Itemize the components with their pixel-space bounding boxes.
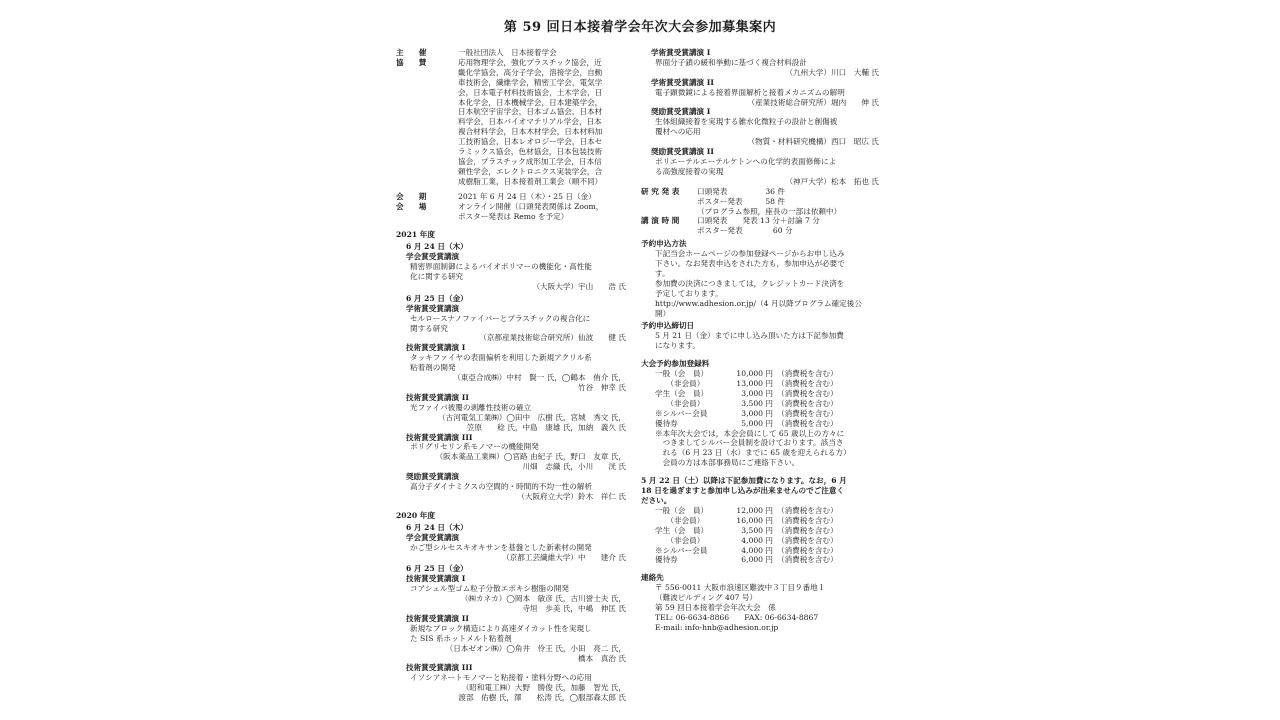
talk-time xyxy=(641,216,879,236)
date-heading: 6 月 25 日（金） xyxy=(406,564,468,574)
apply-line: 下記当会ホームページの参加登録ページからお申し込み xyxy=(655,249,845,259)
spacer xyxy=(641,351,879,356)
lecture-title: 覆材への応用 xyxy=(655,127,701,137)
speaker-line: （阪本薬品工業㈱）◯宮路 由紀子 氏，野口 友章 氏， xyxy=(435,452,626,462)
award-heading: 学術賞受賞講演 II xyxy=(651,77,714,87)
lecture-title: ポリエーテルエーテルケトンへの化学的表面修飾によ xyxy=(655,156,837,166)
note-line: れる（6 月 23 日（水）までに 65 歳を迎えられる方） xyxy=(655,448,851,458)
apply-line: す。 xyxy=(655,268,670,278)
fee-category: 一般（会 員） xyxy=(655,505,709,515)
fee-price: 10,000 円 xyxy=(736,369,773,379)
header-line: 成樹脂工業，日本接着剤工業会（順不同） xyxy=(458,176,603,186)
award-heading: 技術賞受賞講演 II xyxy=(406,613,469,623)
lecture-title: 生体組織接着を実現する雑水化微粒子の設計と創傷被 xyxy=(655,117,838,127)
apply-line: 開） xyxy=(655,308,671,318)
lecture-title: 精密界面制御によるバイオポリマーの機能化・高性能 xyxy=(410,262,592,272)
contact-line: （難波ビルディング 407 号） xyxy=(655,593,758,603)
header-row xyxy=(396,58,626,187)
fee-category: ※シルバー会員 xyxy=(655,545,708,555)
fee-row xyxy=(641,506,879,516)
speaker-line: （物質・材料研究機構）西口 昭広 氏 xyxy=(747,137,879,147)
speaker-line: （京都工芸繊維大学）中 建介 氏 xyxy=(502,552,626,562)
fee-row xyxy=(641,399,879,409)
fee-price: 4,000 円 xyxy=(741,545,773,555)
date-heading: 6 月 25 日（金） xyxy=(406,293,468,303)
fee-price: 3,500 円 xyxy=(741,525,773,535)
deadline-line: 5 月 21 日（金）までに申し込み頂いた方は下記参加費 xyxy=(655,331,844,341)
award-heading: 技術賞受賞講演 II xyxy=(406,392,469,402)
fee-row xyxy=(641,419,879,429)
page-title: 第 59 回日本接着学会年次大会参加募集案内 xyxy=(503,20,777,35)
talk-time-label: 講 演 時 間 xyxy=(641,216,680,226)
fee-tax: （消費税を含む） xyxy=(777,525,838,535)
header-label: 主 催 xyxy=(396,48,427,57)
header-value xyxy=(458,192,626,202)
fee-category: 優待券 xyxy=(655,418,678,428)
award-heading: 学会賞受賞講演 xyxy=(406,532,460,542)
note-line: ※本年次大会では，本会会員にして 65 歳以上の方々に xyxy=(655,428,845,438)
lecture-title: 新規なブロック構造により高速ダイカット性を実現し xyxy=(410,623,592,633)
spacer xyxy=(396,221,626,226)
award-heading: 技術賞受賞講演 I xyxy=(406,343,466,353)
lecture-title: 高分子ダイナミクスの空間的・時間的不均一性の解析 xyxy=(410,482,593,492)
note-line: つきましてシルバー会員制を設けております。該当さ xyxy=(655,438,844,448)
fee-category: （非会員） xyxy=(655,515,705,525)
date-heading: 6 月 24 日（木） xyxy=(406,522,468,532)
fee-category: ※シルバー会員 xyxy=(655,408,708,418)
late-notice-line: ださい。 xyxy=(641,495,672,505)
speaker-line: 川畑 志織 氏，小川 洸 氏 xyxy=(522,462,626,472)
award-heading: 技術賞受賞講演 I xyxy=(406,574,466,584)
contact-line: TEL: 06-6634-8866 FAX: 06-6634-8867 xyxy=(655,612,819,622)
header-line: 応用物理学会，強化プラスチック協会，近 xyxy=(458,57,602,67)
speaker-line: （㈱カネカ）◯岡本 敏彦 氏，古川誉士夫 氏， xyxy=(460,594,626,604)
talk-time-line: ポスター発表 60 分 xyxy=(697,226,793,236)
talk-time-value xyxy=(697,216,879,236)
header-line: ポスター発表は Remo を予定） xyxy=(458,211,569,221)
fee-tax: （消費税を含む） xyxy=(777,535,838,545)
fee-tax: （消費税を含む） xyxy=(777,369,838,379)
apply-line: http://www.adhesion.or.jp/（4 月以降プログラム確定後公 xyxy=(655,298,862,308)
award-heading: 奨励賞受賞講演 xyxy=(406,472,460,482)
deadline-line: になります。 xyxy=(655,341,700,351)
spacer xyxy=(641,468,879,473)
presentations-line: 口頭発表 36 件 xyxy=(697,186,786,196)
speaker-line: （九州大学）川口 大輔 氏 xyxy=(785,67,879,77)
left-column xyxy=(396,48,626,703)
header-row xyxy=(396,48,626,58)
header-label: 会 場 xyxy=(396,201,427,211)
fee-price: 12,000 円 xyxy=(736,505,773,515)
header-line: 畿化学協会，高分子学会，溶接学会，自動 xyxy=(458,67,603,77)
fee-tax: （消費税を含む） xyxy=(777,379,838,388)
header-line: 料学会，日本バイオマテリアル学会，日本 xyxy=(458,117,602,127)
lecture-title: イソシアネートモノマーと粘接着・塗料分野への応用 xyxy=(410,673,592,683)
header-row xyxy=(396,202,626,222)
apply-line: 下さい。なお発表申込をされた方も，参加申込が必要で xyxy=(655,259,845,269)
header-line: ラミックス協会，色材協会，日本包装技術 xyxy=(458,147,603,157)
speaker-line: 寺垣 歩美 氏，中嶋 伸匡 氏 xyxy=(522,604,626,614)
fee-price: 16,000 円 xyxy=(736,515,773,525)
lecture-title: 粘着剤の開発 xyxy=(410,363,456,373)
fee-row xyxy=(641,555,879,565)
speaker-line: 竹谷 伸幸 氏 xyxy=(578,383,626,392)
lecture-title: セルロースナノファイバーとプラスチックの複合化に xyxy=(410,313,591,323)
fee-tax: （消費税を含む） xyxy=(777,555,838,565)
header-line: 日本航空宇宙学会，日本ゴム協会，日本材 xyxy=(458,107,603,117)
fee-category: （非会員） xyxy=(655,379,705,388)
note-line: 会員の方は本部事務局にご連絡下さい。 xyxy=(655,458,800,468)
fee-tax: （消費税を含む） xyxy=(777,418,838,428)
section-heading: 連絡先 xyxy=(641,573,664,583)
presentations xyxy=(641,187,879,217)
speaker-line: （東亞合成㈱）中村 賢一 氏，◯鶴本 侑介 氏， xyxy=(453,373,626,383)
speaker-line: （昭和電工㈱）大野 勝俊 氏，加藤 智光 氏， xyxy=(461,683,626,693)
header-line: 車技術会，繊維学会，精密工学会，電気学 xyxy=(458,77,603,87)
fee-category: （非会員） xyxy=(655,398,705,408)
header-value xyxy=(458,202,626,222)
header-line: 一般社団法人 日本接着学会 xyxy=(458,48,557,57)
lecture-title: 界面分子鎖の緩和挙動に基づく複合材料設計 xyxy=(655,57,807,67)
fee-tax: （消費税を含む） xyxy=(777,515,838,525)
lecture-title: ポリグリセリン系モノマーの機能開発 xyxy=(410,442,539,452)
contact-line: 〒 556-0011 大阪市浪速区難波中３丁目９番地１ xyxy=(655,583,826,593)
speaker-line: （神戸大学）松本 拓也 氏 xyxy=(785,176,879,186)
award-heading: 奨励賞受賞講演 II xyxy=(651,147,714,157)
lecture-title: 光ファイバ被覆の剥離性技術の確立 xyxy=(410,402,532,412)
award-heading: 技術賞受賞講演 III xyxy=(406,432,473,442)
fee-tax: （消費税を含む） xyxy=(777,388,838,398)
fee-row xyxy=(641,409,879,419)
speaker-line: 渡部 佑樹 氏，澤 松涛 氏，◯服部森太郎 氏 xyxy=(458,693,626,703)
apply-line: 参加費の決済につきましては，クレジットカード決済を xyxy=(655,278,845,288)
speaker-line: （京都産業技術総合研究所）仙波 健 氏 xyxy=(479,333,626,343)
speaker-line: （産業技術総合研究所）堀内 伸 氏 xyxy=(747,97,879,107)
presentations-line: （プログラム参照，座長の一部は依頼中） xyxy=(697,206,842,216)
fee-row xyxy=(641,526,879,536)
lecture-title: タッキファイヤの表面偏析を利用した新規アクリル系 xyxy=(410,353,592,363)
fee-tax: （消費税を含む） xyxy=(777,505,838,515)
section-heading: 大会予約参加登録料 xyxy=(641,359,710,369)
fee-row xyxy=(641,389,879,399)
lecture-title: た SIS 系ホットメルト粘着剤 xyxy=(410,633,512,643)
speaker-line: 橋本 真治 氏 xyxy=(578,653,626,663)
fee-category: 優待券 xyxy=(655,555,678,565)
fee-row xyxy=(641,369,879,379)
header-label: 協 賛 xyxy=(396,57,427,67)
fee-price: 13,000 円 xyxy=(736,379,773,388)
header-line: 協会，プラスチック成形加工学会，日本信 xyxy=(458,156,602,166)
fee-tax: （消費税を含む） xyxy=(777,408,838,418)
award-heading: 学術賞受賞講演 I xyxy=(651,48,711,57)
presentations-line: ポスター発表 58 件 xyxy=(697,196,786,206)
header-line: 複合材料学会，日本木材学会，日本材料加 xyxy=(458,127,603,137)
year-heading: 2020 年度 xyxy=(396,510,435,520)
year-heading: 2021 年度 xyxy=(396,230,435,240)
header-row xyxy=(396,192,626,202)
award-heading: 技術賞受賞講演 III xyxy=(406,663,473,673)
lecture-title: 電子顕微鏡による接着界面解析と接着メカニズムの解明 xyxy=(655,87,845,97)
fee-category: 学生（会 員） xyxy=(655,388,709,398)
header-line: オンライン開催（口頭発表関係は Zoom， xyxy=(458,201,604,211)
fee-tax: （消費税を含む） xyxy=(777,398,838,408)
fee-row xyxy=(641,536,879,546)
fee-category: 一般（会 員） xyxy=(655,369,709,379)
header-value xyxy=(458,48,626,58)
fee-price: 4,000 円 xyxy=(741,535,773,545)
apply-line: 予定しております。 xyxy=(655,288,723,298)
header-line: 工技術協会，日本レオロジー学会，日本セ xyxy=(458,137,603,147)
fee-price: 3,000 円 xyxy=(741,388,773,398)
date-heading: 6 月 24 日（木） xyxy=(406,242,468,252)
talk-time-line: 口頭発表 発表 13 分＋討論 7 分 xyxy=(697,216,820,226)
lecture-title: 関する研究 xyxy=(410,323,448,333)
fee-price: 3,000 円 xyxy=(741,408,773,418)
fee-tax: （消費税を含む） xyxy=(777,545,838,555)
lecture-title: 化に関する研究 xyxy=(410,272,464,282)
fee-price: 3,500 円 xyxy=(741,398,773,408)
fee-price: 5,000 円 xyxy=(741,418,773,428)
fee-category: 学生（会 員） xyxy=(655,525,709,535)
lecture-title: かご型シルセスキオキサンを基盤とした新素材の開発 xyxy=(410,542,592,552)
speaker-line: （大阪府立大学）鈴木 祥仁 氏 xyxy=(517,491,626,501)
header-line: 会，日本電子材料技術協会，土木学会，日 xyxy=(458,87,603,97)
fee-category: （非会員） xyxy=(655,535,705,545)
late-notice-line: 18 日を過ぎますと参加申し込みが出来ませんのでご注意く xyxy=(641,486,845,496)
fee-price: 6,000 円 xyxy=(741,555,773,565)
contact-line: E-mail: info-hnb@adhesion.or.jp xyxy=(655,622,779,632)
presentations-value xyxy=(697,187,879,217)
speaker-line: 笠原 稔 氏，中島 康雄 氏，加納 義久 氏 xyxy=(466,422,626,432)
speaker-line: （大阪大学）宇山 浩 氏 xyxy=(532,281,626,291)
spacer xyxy=(641,565,879,570)
award-heading: 学術賞受賞講演 xyxy=(406,303,460,313)
header-line: 頼性学会，エレクトロニクス実装学会，合 xyxy=(458,166,603,176)
section-heading: 予約申込締切日 xyxy=(641,321,695,331)
fee-row xyxy=(641,516,879,526)
header-value xyxy=(458,58,626,187)
award-heading: 学会賞受賞講演 xyxy=(406,252,460,262)
contact-line: 第 59 回日本接着学会年次大会 係 xyxy=(655,603,776,613)
late-notice-line: 5 月 22 日（土）以降は下記参加費になります。なお，6 月 xyxy=(641,476,847,486)
award-heading: 奨励賞受賞講演 I xyxy=(651,107,711,117)
lecture-title: る高強度接着の実現 xyxy=(655,166,724,176)
right-column xyxy=(641,48,879,633)
speaker-line: （日本ゼオン㈱）◯角井 伶王 氏，小田 亮二 氏， xyxy=(445,643,626,653)
spacer xyxy=(396,502,626,507)
presentations-label: 研 究 発 表 xyxy=(641,186,680,196)
header-line: 本化学会，日本機械学会，日本建築学会， xyxy=(458,97,603,107)
late-notice xyxy=(641,476,879,506)
speaker-line: （古河電気工業㈱）◯田中 広樹 氏，宮城 秀文 氏， xyxy=(438,412,626,422)
fee-row xyxy=(641,379,879,389)
header-label: 会 期 xyxy=(396,191,427,201)
header-line: 2021 年 6 月 24 日（木）・25 日（金） xyxy=(458,191,596,201)
section-heading: 予約申込方法 xyxy=(641,239,687,249)
lecture-title: コアシェル型ゴム粒子分散エポキシ樹脂の開発 xyxy=(410,584,569,594)
fee-row xyxy=(641,546,879,556)
